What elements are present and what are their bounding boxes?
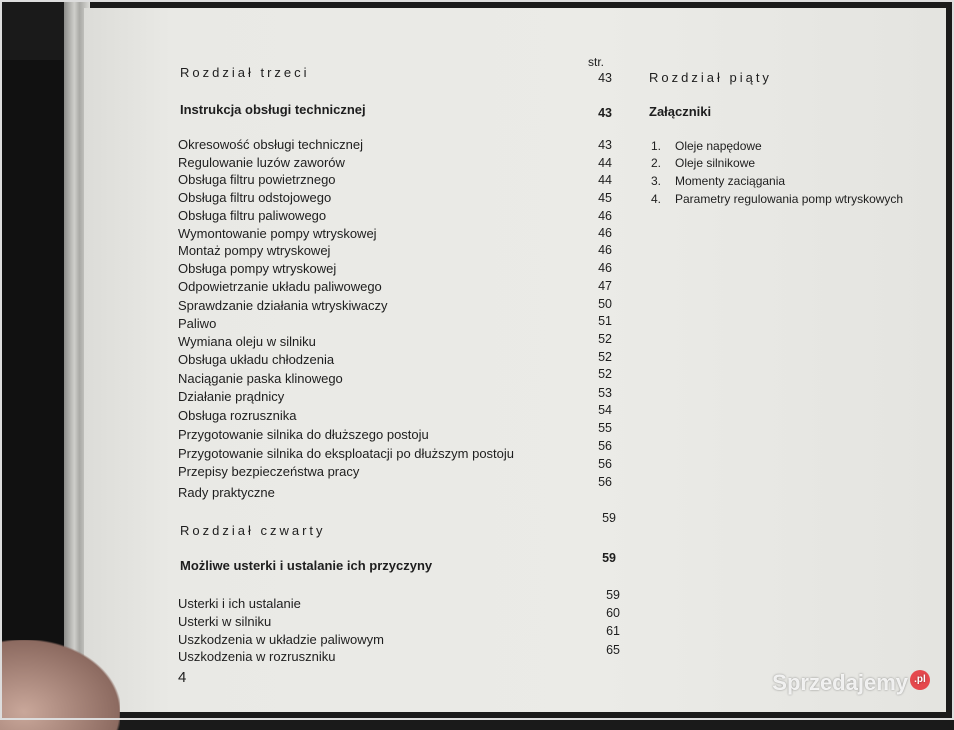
watermark-badge: .pl [910,670,930,690]
section-5-title: Załączniki [649,104,712,119]
toc-entry-label: Usterki i ich ustalanie [178,596,301,611]
toc-entry-label: Okresowość obsługi technicznej [178,137,363,152]
section-4-title: Możliwe usterki i ustalanie ich przyczyny [180,558,433,573]
section-4-page: 59 [602,551,616,565]
appendix-number: 3. [651,174,662,188]
toc-entry-page: 46 [598,243,612,257]
toc-entry-label: Sprawdzanie działania wtryskiwaczy [178,298,388,313]
toc-entry-page: 56 [598,475,612,489]
toc-entry-page: 56 [598,457,612,471]
toc-entry-label: Montaż pompy wtryskowej [178,243,331,258]
appendix-label: Parametry regulowania pomp wtryskowych [675,192,904,206]
toc-entry-page: 44 [598,173,612,187]
appendix-number: 2. [651,156,662,170]
chapter-4-title: Rozdział czwarty [180,523,326,538]
toc-entry-page: 50 [598,297,612,311]
chapter-3-page: 43 [598,71,612,85]
toc-entry-page: 60 [606,606,620,620]
toc-entry-page: 44 [598,156,612,170]
toc-entry-page: 43 [598,138,612,152]
toc-entry-label: Odpowietrzanie układu paliwowego [178,279,382,294]
toc-entry-label: Obsługa filtru paliwowego [178,208,327,223]
toc-entry-label: Usterki w silniku [178,614,272,629]
toc-entry-label: Uszkodzenia w rozruszniku [178,649,336,664]
toc-entry-page: 65 [606,643,620,657]
appendix-label: Oleje napędowe [675,139,762,153]
toc-entry-page: 52 [598,367,612,381]
toc-entry-page: 61 [606,624,620,638]
appendix-label: Momenty zaciągania [675,174,786,188]
toc-entry-label: Naciąganie paska klinowego [178,371,343,386]
toc-entry-label: Paliwo [178,316,217,331]
toc-entry-page: 59 [606,588,620,602]
toc-entry-page: 55 [598,421,612,435]
appendix-label: Oleje silnikowe [675,156,756,170]
toc-entry-page: 52 [598,332,612,346]
page-column-label: str. [588,55,605,69]
toc-entry-label: Przepisy bezpieczeństwa pracy [178,464,360,479]
page-number: 4 [178,669,187,686]
appendix-number: 1. [651,139,662,153]
toc-entry-label: Obsługa rozrusznika [178,408,297,423]
toc-entry-page: 52 [598,350,612,364]
toc-entry-label: Obsługa filtru odstojowego [178,190,332,205]
toc-entry-page: 46 [598,209,612,223]
section-3-title: Instrukcja obsługi technicznej [180,102,366,117]
toc-entry-page: 47 [598,279,612,293]
toc-entry-label: Przygotowanie silnika do eksploatacji po dłuższym postoju [178,446,515,461]
toc-entry-label: Działanie prądnicy [178,389,285,404]
chapter-4-page: 59 [602,511,616,525]
toc-entry-label: Obsługa układu chłodzenia [178,352,335,367]
toc-entry-page: 46 [598,261,612,275]
toc-entry-page: 51 [598,314,612,328]
toc-entry-label: Przygotowanie silnika do dłuższego postoju [178,427,429,442]
toc-entry-label: Regulowanie luzów zaworów [178,155,345,170]
toc-entry-page: 54 [598,403,612,417]
toc-entry-page: 56 [598,439,612,453]
toc-entry-page: 53 [598,386,612,400]
watermark-logo [772,670,930,696]
toc-entry-label: Wymontowanie pompy wtryskowej [178,226,377,241]
hand [0,640,120,730]
toc-entry-label: Uszkodzenia w układzie paliwowym [178,632,384,647]
chapter-3-title: Rozdział trzeci [180,65,310,80]
toc-entry-label: Obsługa filtru powietrznego [178,172,336,187]
toc-entry-page: 46 [598,226,612,240]
watermark-text: Sprzedajemy [772,670,908,695]
toc-entry-label: Wymiana oleju w silniku [178,334,316,349]
appendix-number: 4. [651,192,662,206]
chapter-5-title: Rozdział piąty [649,70,772,85]
toc-entry-label: Rady praktyczne [178,485,275,500]
toc-entry-page: 45 [598,191,612,205]
toc-entry-label: Obsługa pompy wtryskowej [178,261,337,276]
section-3-page: 43 [598,106,612,120]
